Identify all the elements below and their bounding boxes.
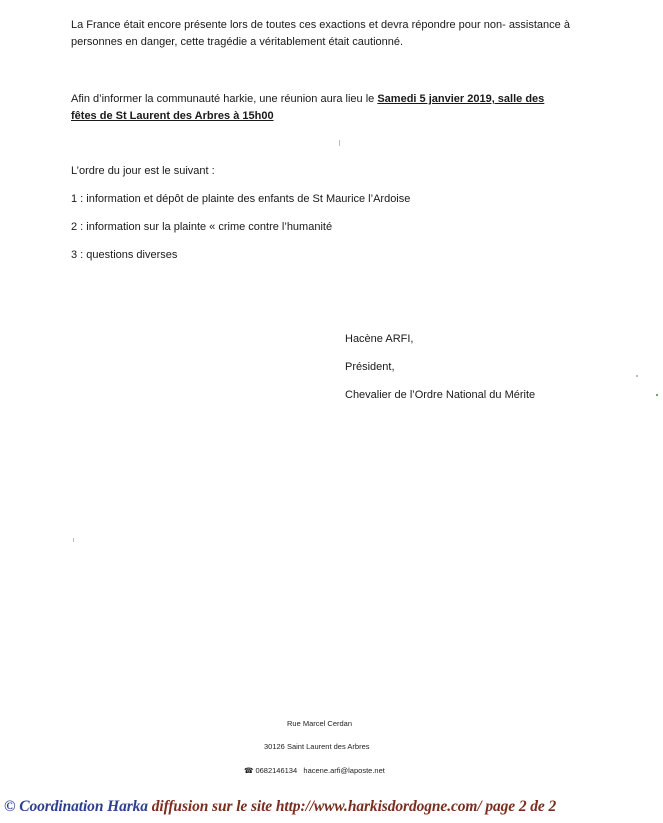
email-address[interactable]: hacene.arfi@laposte.net: [303, 766, 385, 775]
signature-role: Président,: [345, 361, 395, 373]
address-street: Rue Marcel Cerdan: [287, 719, 353, 728]
paragraph-1-line-1: La France était encore présente lors de toutes ces exactions et devra répondre pour non- assistance à: [71, 19, 570, 31]
signature-name: Hacène ARFI,: [345, 333, 414, 345]
meeting-location-bold: fêtes de St Laurent des Arbres à 15h00: [71, 110, 274, 122]
footer-copyright: © Coordination Harka: [4, 798, 152, 815]
agenda-item-1: 1 : information et dépôt de plainte des enfants de St Maurice l’Ardoise: [71, 193, 411, 205]
scan-speck: [339, 140, 340, 146]
signature-honor: Chevalier de l’Ordre National du Mérite: [345, 389, 536, 401]
phone-icon: ☎: [244, 766, 254, 775]
footer-page-number: page 2 de 2: [481, 798, 557, 815]
footer-diffusion-link[interactable]: diffusion sur le site http://www.harkisdordogne.com/: [151, 798, 482, 815]
meeting-intro-text: Afin d’informer la communauté harkie, une réunion aura lieu le: [71, 93, 378, 105]
contact-line: [244, 766, 385, 775]
scan-speck: [636, 375, 638, 377]
agenda-item-2: 2 : information sur la plainte « crime contre l’humanité: [71, 221, 333, 233]
scan-speck: [656, 394, 658, 396]
meeting-date-bold: Samedi 5 janvier 2019, salle des: [377, 93, 545, 105]
paragraph-1-line-2: personnes en danger, cette tragédie a véritablement était cautionné.: [71, 36, 404, 48]
phone-number: 0682146134: [255, 766, 298, 775]
page-footer: [4, 798, 663, 816]
scan-speck: [73, 538, 74, 542]
agenda-item-3: 3 : questions diverses: [71, 249, 178, 261]
address-city: 30126 Saint Laurent des Arbres: [264, 742, 370, 751]
agenda-intro: L’ordre du jour est le suivant :: [71, 165, 215, 177]
